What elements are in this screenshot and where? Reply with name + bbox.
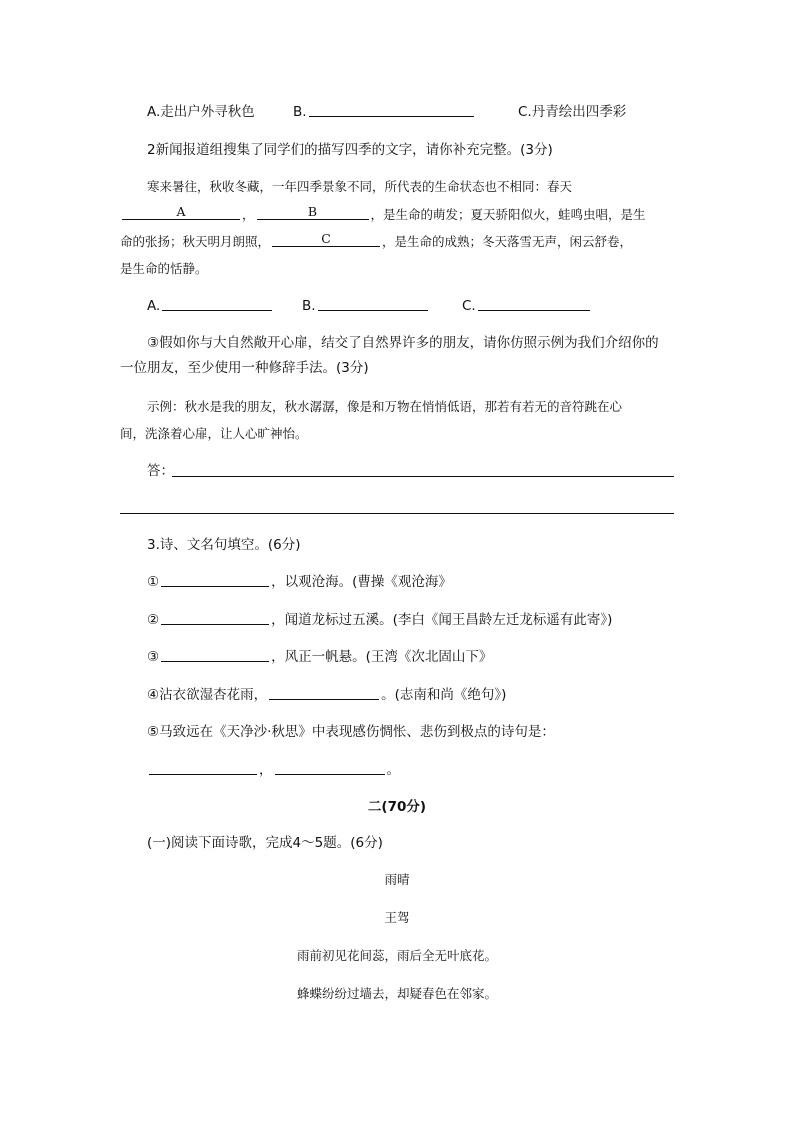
q4-item5-line2 bbox=[147, 760, 400, 780]
q4-item3-text: ，风正一帆悬。(王湾《次北固山下》 bbox=[271, 649, 493, 665]
poem-line2: 蜂蝶纷纷过墙去，却疑春色在邻家。 bbox=[296, 986, 497, 1001]
q2-answer-c bbox=[462, 296, 592, 316]
option-c: C.丹青绘出四季彩 bbox=[518, 104, 627, 120]
q2-line3-before-c: 命的张扬；秋天明月朗照， bbox=[120, 234, 271, 249]
q2-blank-b-tag: B bbox=[307, 204, 318, 219]
q2-line3-after-c: ，是生命的成熟；冬天落雪无声，闲云舒卷， bbox=[382, 234, 633, 249]
q4-item3 bbox=[147, 647, 492, 667]
q2-answer-a bbox=[147, 296, 274, 316]
poem-author: 王驾 bbox=[384, 910, 410, 925]
q4-item2-text: ，闻道龙标过五溪。(李白《闻王昌龄左迁龙标遥有此寄》) bbox=[271, 612, 613, 628]
q2-answer-a-blank[interactable] bbox=[162, 296, 272, 311]
q4-prompt: 3.诗、文名句填空。(6分) bbox=[147, 537, 301, 553]
section2-intro: (一)阅读下面诗歌，完成4～5题。(6分) bbox=[147, 835, 383, 851]
q2-sep1: ， bbox=[242, 207, 255, 222]
q2-answer-b-blank[interactable] bbox=[318, 296, 428, 311]
q4-item3-num: ③ bbox=[147, 649, 160, 665]
q2-answer-b bbox=[302, 296, 430, 316]
q4-item5-end: 。 bbox=[386, 762, 400, 778]
q2-prompt: 2新闻报道组搜集了同学们的描写四季的文字，请你补充完整。(3分) bbox=[147, 142, 553, 158]
q4-item1-num: ① bbox=[147, 574, 160, 590]
q4-item2 bbox=[147, 610, 612, 630]
q4-item1-blank[interactable] bbox=[161, 572, 269, 587]
q2-blank-c-tag: C bbox=[321, 231, 331, 246]
q2-passage-line2 bbox=[120, 205, 646, 225]
q3-answer-line1[interactable] bbox=[172, 476, 674, 477]
q2-blank-a-tag: A bbox=[176, 204, 186, 219]
q2-line2-after-b: ，是生命的萌发；夏天骄阳似火，蛙鸣虫唱，是生 bbox=[370, 207, 646, 222]
q4-item4-suffix: 。(志南和尚《绝句》) bbox=[381, 687, 507, 703]
q4-item5-blank2[interactable] bbox=[275, 760, 385, 775]
q2-blank-a[interactable] bbox=[122, 205, 240, 220]
q3-answer-label: 答： bbox=[147, 463, 174, 479]
poem-title: 雨晴 bbox=[384, 872, 410, 887]
q3-answer-line2[interactable] bbox=[120, 513, 674, 514]
q4-item2-num: ② bbox=[147, 612, 160, 628]
q2-answer-c-label: C. bbox=[462, 298, 476, 314]
q4-item4 bbox=[147, 685, 506, 705]
q2-blank-c[interactable] bbox=[272, 232, 380, 247]
q4-item5-line1: ⑤马致远在《天净沙·秋思》中表现感伤惆怅、悲伤到极点的诗句是： bbox=[147, 724, 555, 740]
option-a: A.走出户外寻秋色 bbox=[147, 104, 255, 120]
option-b-label: B. bbox=[293, 104, 307, 120]
q4-item5-sep: ， bbox=[259, 762, 273, 778]
q3-example-line2: 间，洗涤着心扉，让人心旷神怡。 bbox=[120, 426, 308, 441]
q3-prompt-line1: ③假如你与大自然敞开心扉，结交了自然界许多的朋友，请你仿照示例为我们介绍你的 bbox=[147, 335, 659, 351]
option-b bbox=[293, 102, 476, 122]
q2-passage-line4: 是生命的恬静。 bbox=[120, 261, 208, 276]
q4-item2-blank[interactable] bbox=[161, 610, 269, 625]
q4-item4-blank[interactable] bbox=[269, 685, 379, 700]
q2-answer-a-label: A. bbox=[147, 298, 161, 314]
q2-passage-line3 bbox=[120, 232, 632, 252]
poem-line1: 雨前初见花间蕊，雨后全无叶底花。 bbox=[296, 948, 497, 963]
q2-passage-line1: 寒来暑往，秋收冬藏，一年四季景象不同，所代表的生命状态也不相同：春天 bbox=[147, 179, 573, 194]
q2-answer-c-blank[interactable] bbox=[478, 296, 590, 311]
q4-item1 bbox=[147, 572, 452, 592]
q2-blank-b[interactable] bbox=[257, 205, 369, 220]
q4-item1-text: ，以观沧海。(曹操《观沧海》 bbox=[271, 574, 452, 590]
q3-prompt-line2: 一位朋友，至少使用一种修辞手法。(3分) bbox=[120, 360, 369, 376]
q4-item4-prefix: ④沾衣欲湿杏花雨， bbox=[147, 687, 268, 703]
section2-title: 二(70分) bbox=[367, 799, 427, 815]
q2-answer-b-label: B. bbox=[302, 298, 316, 314]
option-b-blank[interactable] bbox=[309, 102, 474, 117]
q4-item3-blank[interactable] bbox=[161, 647, 269, 662]
q3-example-line1: 示例：秋水是我的朋友，秋水潺潺，像是和万物在悄悄低语，那若有若无的音符跳在心 bbox=[147, 399, 623, 414]
q4-item5-blank1[interactable] bbox=[149, 760, 257, 775]
